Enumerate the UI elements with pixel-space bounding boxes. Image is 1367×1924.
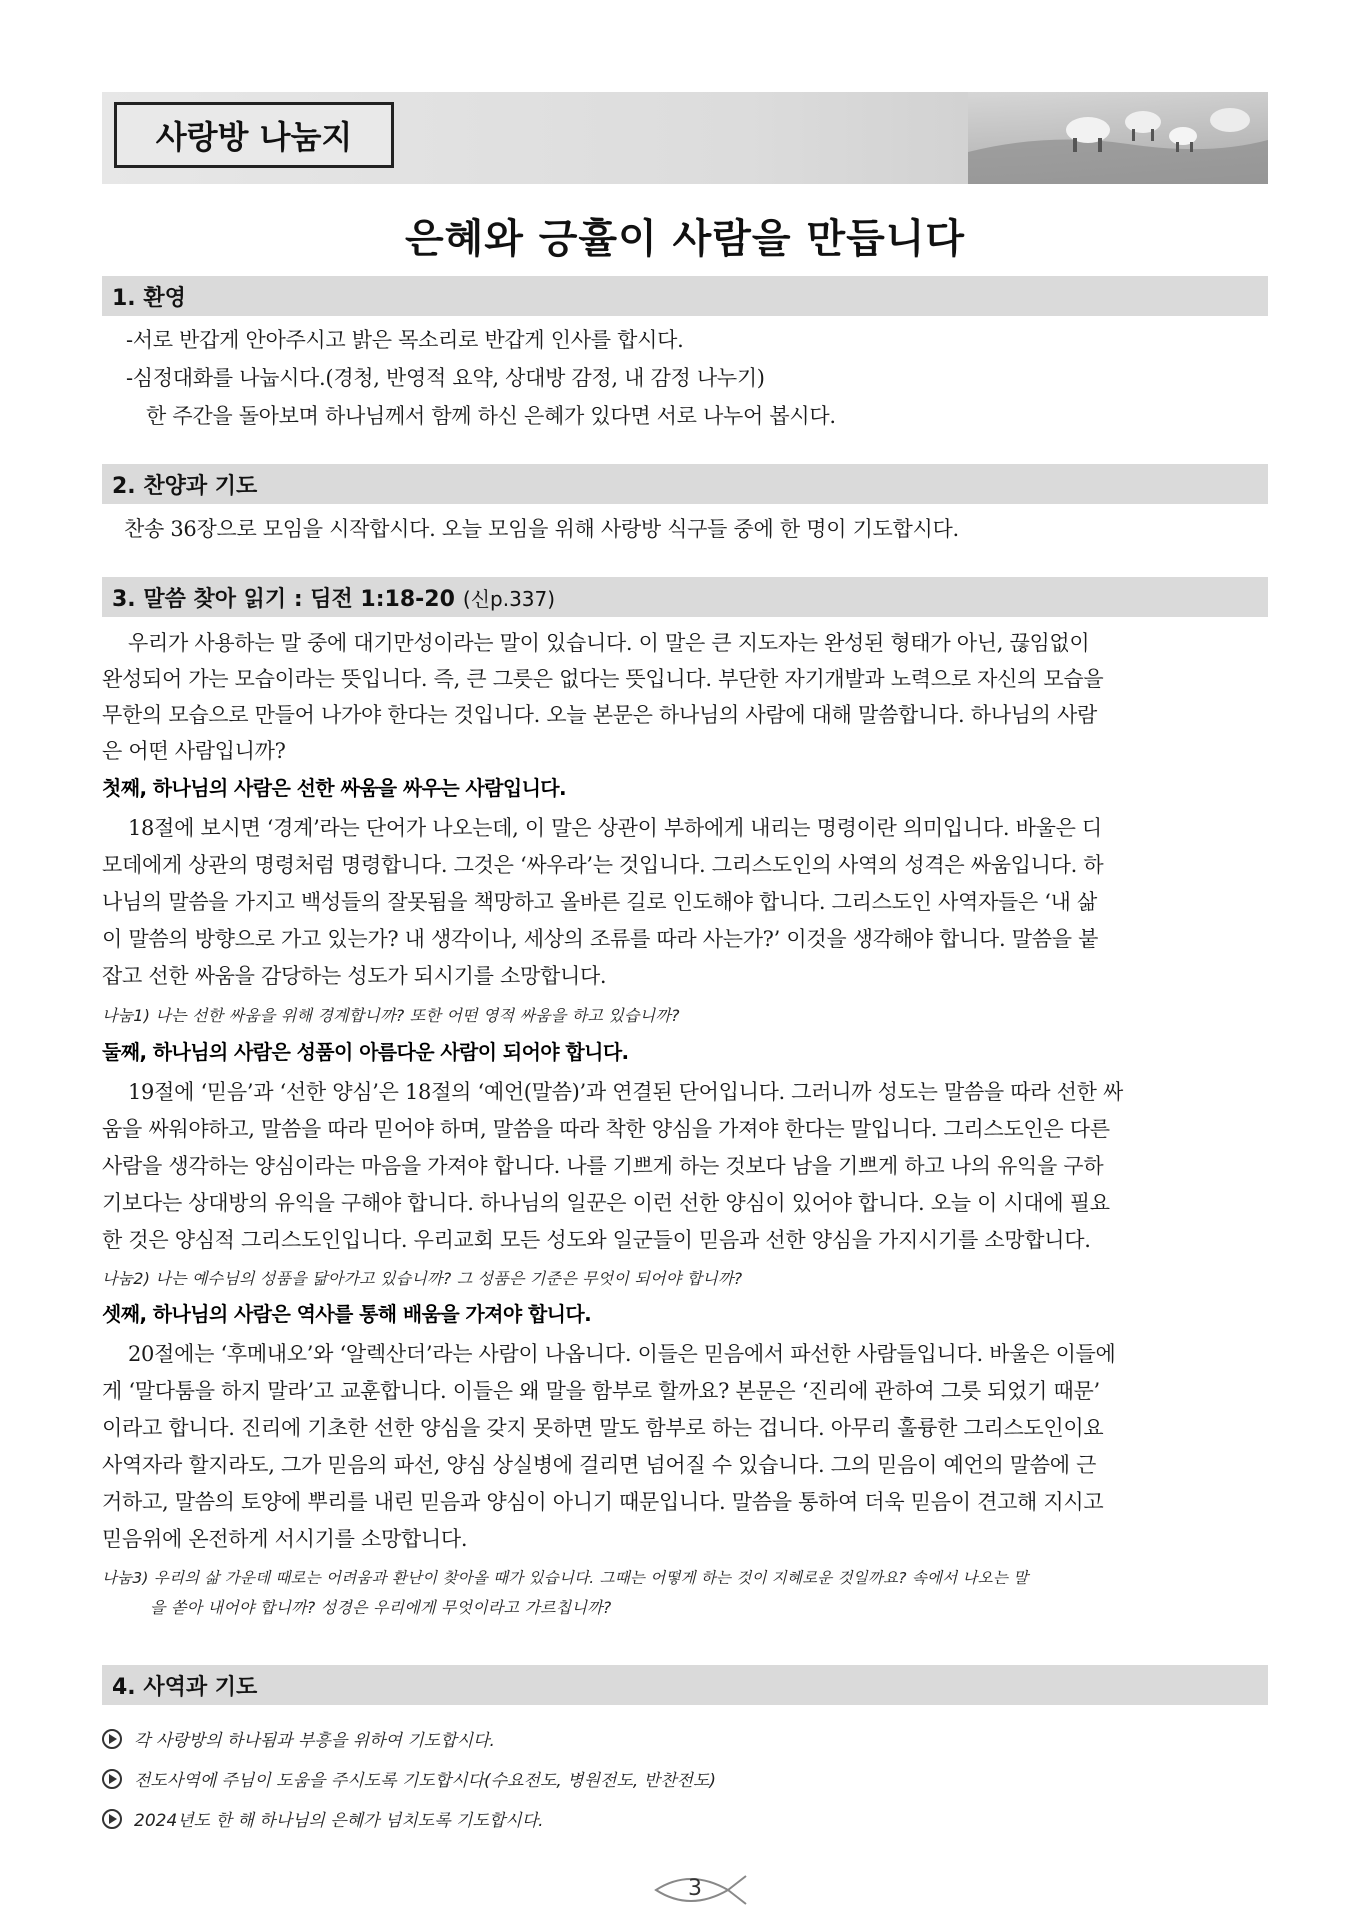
prayer-item: [102, 1726, 495, 1751]
page-number: [650, 1868, 750, 1912]
point-2-line: 사람을 생각하는 양심이라는 마음을 가져야 합니다. 나를 기쁘게 하는 것보다 남을 기쁘게 하고 나의 유익을 구하: [102, 1154, 1104, 1178]
share-question-3-cont: 을 쏟아 내어야 합니까? 성경은 우리에게 무엇이라고 가르칩니까?: [150, 1598, 612, 1617]
scripture-heading: 3. 말씀 찾아 읽기 : 딤전 1:18-20: [112, 586, 455, 612]
arrow-circle-icon: [102, 1769, 122, 1789]
share-question-2: 나눔2) 나는 예수님의 성품을 닮아가고 있습니까? 그 성품은 기준은 무엇이 되어야 합니까?: [102, 1269, 743, 1288]
welcome-line: 한 주간을 돌아보며 하나님께서 함께 하신 은혜가 있다면 서로 나누어 봅시다.: [146, 404, 836, 428]
section-heading-ministry: 4. 사역과 기도: [102, 1665, 1268, 1705]
point-3-line: 사역자라 할지라도, 그가 믿음의 파선, 양심 상실병에 걸리면 넘어질 수 있습니다. 그의 믿음이 예언의 말씀에 근: [102, 1453, 1097, 1477]
point-3-line: 믿음위에 온전하게 서시기를 소망합니다.: [102, 1527, 468, 1551]
share-question-1: 나눔1) 나는 선한 싸움을 위해 경계합니까? 또한 어떤 영적 싸움을 하고 있습니까?: [102, 1006, 680, 1025]
prayer-item: [102, 1806, 544, 1831]
scripture-page-ref: (신p.337): [462, 586, 556, 611]
section-heading-scripture: [102, 577, 1268, 617]
sheep-photo: [968, 92, 1268, 184]
section-heading-welcome: 1. 환영: [102, 276, 1268, 316]
prayer-item-text: 2024년도 한 해 하나님의 은혜가 넘치도록 기도합시다.: [134, 1811, 544, 1831]
intro-line: 은 어떤 사람입니까?: [102, 739, 286, 763]
intro-line: 무한의 모습으로 만들어 나가야 한다는 것입니다. 오늘 본문은 하나님의 사람에 대해 말씀합니다. 하나님의 사람: [102, 703, 1097, 727]
point-2-line: 기보다는 상대방의 유익을 구해야 합니다. 하나님의 일꾼은 이런 선한 양심이 있어야 합니다. 오늘 이 시대에 필요: [102, 1191, 1110, 1215]
point-3-title: 셋째, 하나님의 사람은 역사를 통해 배움을 가져야 합니다.: [102, 1302, 592, 1326]
point-1-title: 첫째, 하나님의 사람은 선한 싸움을 싸우는 사람입니다.: [102, 776, 567, 800]
page-title: 은혜와 긍휼이 사람을 만듭니다: [404, 216, 966, 262]
intro-line: 우리가 사용하는 말 중에 대기만성이라는 말이 있습니다. 이 말은 큰 지도자는 완성된 형태가 아닌, 끊임없이: [128, 631, 1090, 655]
point-1-line: 18절에 보시면 ‘경계’라는 단어가 나오는데, 이 말은 상관이 부하에게 내리는 명령이란 의미입니다. 바울은 디: [128, 816, 1102, 840]
section-heading-worship: 2. 찬양과 기도: [102, 464, 1268, 504]
point-2-title: 둘째, 하나님의 사람은 성품이 아름다운 사람이 되어야 합니다.: [102, 1040, 629, 1064]
page-number-text: 3: [688, 1876, 702, 1901]
point-1-line: 잡고 선한 싸움을 감당하는 성도가 되시기를 소망합니다.: [102, 964, 607, 988]
intro-line: 완성되어 가는 모습이라는 뜻입니다. 즉, 큰 그릇은 없다는 뜻입니다. 부단한 자기개발과 노력으로 자신의 모습을: [102, 667, 1104, 691]
point-2-line: 움을 싸워야하고, 말씀을 따라 믿어야 하며, 말씀을 따라 착한 양심을 가져야 한다는 말입니다. 그리스도인은 다른: [102, 1117, 1110, 1141]
prayer-item-text: 전도사역에 주님이 도움을 주시도록 기도합시다(수요전도, 병원전도, 반찬전도): [134, 1771, 716, 1791]
point-2-line: 19절에 ‘믿음’과 ‘선한 양심’은 18절의 ‘예언(말씀)’과 연결된 단어입니다. 그러니까 성도는 말씀을 따라 선한 싸: [128, 1080, 1123, 1104]
point-3-line: 이라고 합니다. 진리에 기초한 선한 양심을 갖지 못하면 말도 함부로 하는 겁니다. 아무리 훌륭한 그리스도인이요: [102, 1416, 1104, 1440]
point-3-line: 게 ‘말다툼을 하지 말라’고 교훈합니다. 이들은 왜 말을 함부로 할까요? 본문은 ‘진리에 관하여 그릇 되었기 때문’: [102, 1379, 1100, 1403]
welcome-line: -서로 반갑게 안아주시고 밝은 목소리로 반갑게 인사를 합시다.: [126, 328, 684, 352]
section-label: 사랑방 나눔지: [114, 102, 394, 168]
prayer-item: [102, 1766, 716, 1791]
header-banner: [102, 92, 1268, 184]
point-3-line: 20절에는 ‘후메내오’와 ‘알렉산더’라는 사람이 나옵니다. 이들은 믿음에서 파선한 사람들입니다. 바울은 이들에: [128, 1342, 1116, 1366]
arrow-circle-icon: [102, 1809, 122, 1829]
worship-text: 찬송 36장으로 모임을 시작합시다. 오늘 모임을 위해 사랑방 식구들 중에 한 명이 기도합시다.: [124, 517, 959, 541]
share-question-3: 나눔3) 우리의 삶 가운데 때로는 어려움과 환난이 찾아올 때가 있습니다. 그때는 어떻게 하는 것이 지혜로운 것일까요? 속에서 나오는 말: [102, 1569, 1029, 1587]
point-1-line: 이 말씀의 방향으로 가고 있는가? 내 생각이나, 세상의 조류를 따라 사는가?’ 이것을 생각해야 합니다. 말씀을 붙: [102, 927, 1099, 951]
point-3-line: 거하고, 말씀의 토양에 뿌리를 내린 믿음과 양심이 아니기 때문입니다. 말씀을 통하여 더욱 믿음이 견고해 지시고: [102, 1490, 1104, 1514]
prayer-item-text: 각 사랑방의 하나됨과 부흥을 위하여 기도합시다.: [134, 1731, 495, 1751]
point-1-line: 모데에게 상관의 명령처럼 명령합니다. 그것은 ‘싸우라’는 것입니다. 그리스도인의 사역의 성격은 싸움입니다. 하: [102, 853, 1104, 877]
welcome-line: -심정대화를 나눕시다.(경청, 반영적 요약, 상대방 감정, 내 감정 나누기): [126, 366, 765, 390]
point-1-line: 나님의 말씀을 가지고 백성들의 잘못됨을 책망하고 올바른 길로 인도해야 합니다. 그리스도인 사역자들은 ‘내 삶: [102, 890, 1097, 914]
arrow-circle-icon: [102, 1729, 122, 1749]
point-2-line: 한 것은 양심적 그리스도인입니다. 우리교회 모든 성도와 일군들이 믿음과 선한 양심을 가지시기를 소망합니다.: [102, 1228, 1091, 1252]
